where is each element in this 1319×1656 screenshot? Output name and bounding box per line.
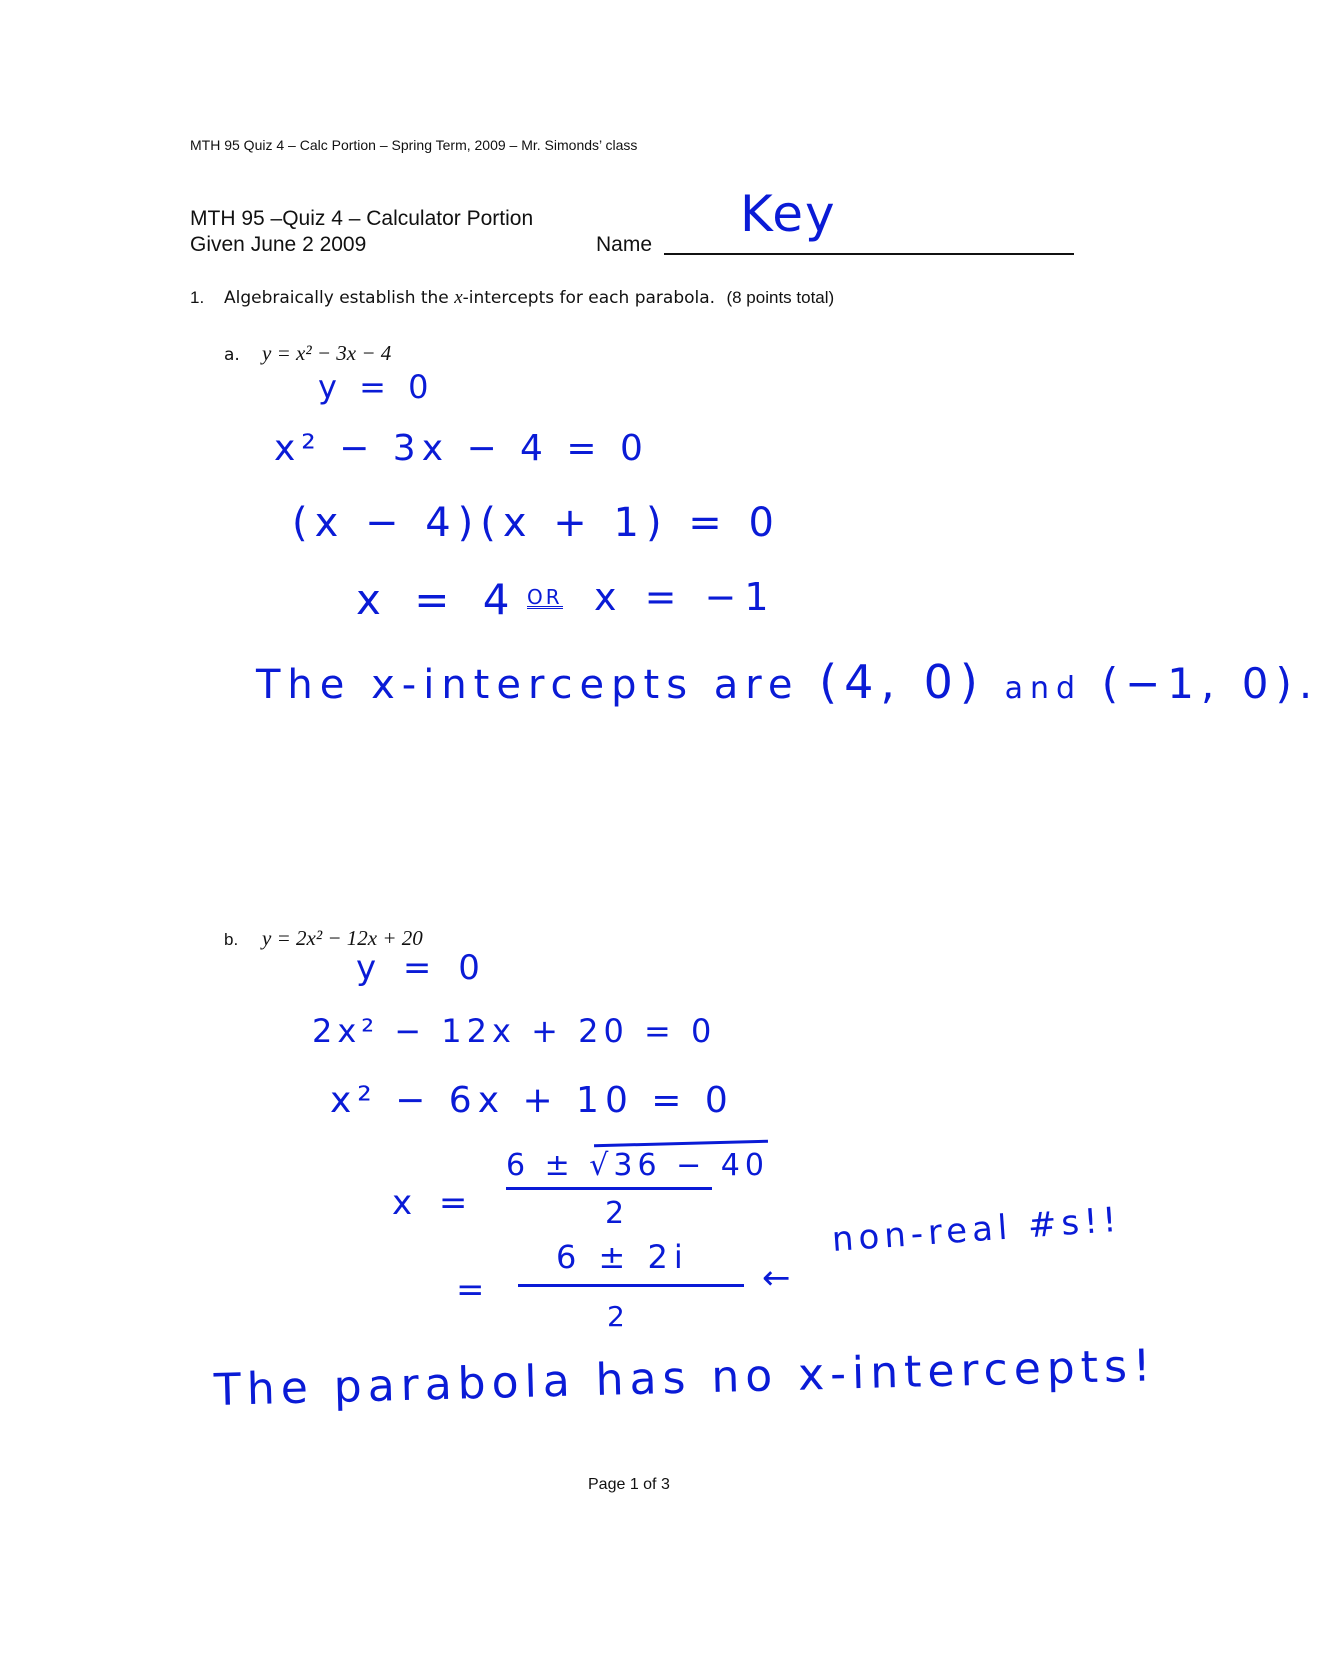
part-a-step-4-right: x = −1 [594,575,777,619]
part-b-label: b. [224,930,239,949]
conclusion-text: The x-intercepts are [256,662,820,708]
part-b-equals-2: = [456,1270,485,1310]
quiz-title: MTH 95 –Quiz 4 – Calculator Portion [190,207,534,230]
prompt-text-before: Algebraically establish the [224,288,455,308]
intercept-point-1: (4, 0) [819,655,985,709]
question-1-prompt [224,287,834,309]
part-a-conclusion [256,655,1319,709]
part-a-or [527,585,563,609]
part-b-step-1: y = 0 [356,948,488,988]
prompt-points: (8 points total) [726,288,835,307]
part-a-label: a. [224,345,240,365]
part-b-x-equals: x = [392,1183,476,1223]
prompt-variable: x [454,287,463,308]
part-a-step-3: (x − 4)(x + 1) = 0 [292,500,781,546]
part-b-denominator-1: 2 [605,1196,625,1231]
page-number: Page 1 of 3 [588,1476,670,1493]
part-b-conclusion: The parabola has no x-intercepts! [213,1340,1158,1416]
part-b-numerator-1: 6 ± √36 − 40 [506,1148,769,1183]
intercept-point-2: (−1, 0). [1101,659,1319,708]
part-b-equation: y = 2x² − 12x + 20 [262,926,423,950]
part-a-step-1: y = 0 [318,368,435,406]
name-label: Name [596,233,653,256]
fraction-bar-1 [506,1187,712,1190]
part-b-numerator-2: 6 ± 2i [556,1238,689,1276]
quiz-date: Given June 2 2009 [190,233,367,256]
part-b-step-3: x² − 6x + 10 = 0 [330,1080,734,1121]
name-line [664,253,1074,255]
part-b-note: non-real #s!! [830,1199,1123,1260]
radical-bar [594,1140,768,1148]
question-1-number: 1. [190,288,205,307]
running-header: MTH 95 Quiz 4 – Calc Portion – Spring Term, 2009 – Mr. Simonds’ class [190,137,638,153]
part-a-equation: y = x² − 3x − 4 [262,341,392,365]
left-arrow-icon: ← [762,1258,791,1298]
part-b-denominator-2: 2 [607,1300,625,1333]
prompt-text-after: -intercepts for each parabola. [462,288,716,308]
part-a-step-2: x² − 3x − 4 = 0 [274,428,649,469]
part-b-step-2: 2x² − 12x + 20 = 0 [312,1012,717,1050]
conclusion-and: and [1004,671,1083,706]
name-value: Key [740,185,837,243]
part-a-or-text: OR [527,585,563,609]
fraction-bar-2 [518,1284,744,1287]
part-a-step-4-left: x = 4 [356,575,520,624]
